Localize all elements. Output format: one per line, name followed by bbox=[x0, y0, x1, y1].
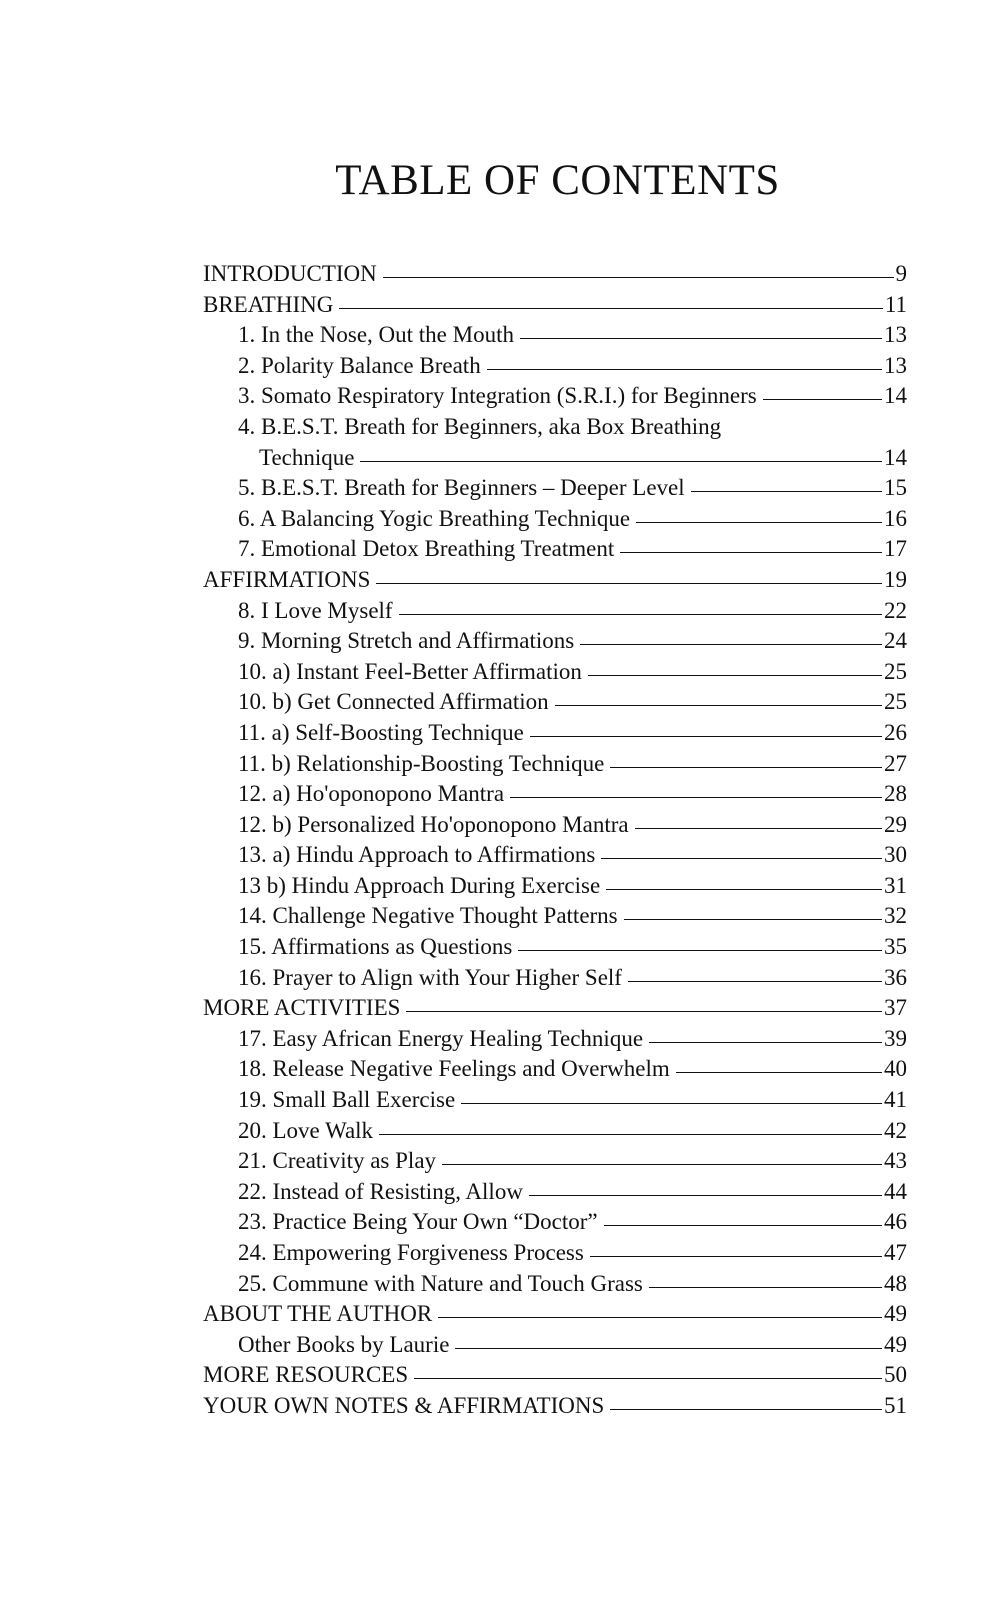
dot-leader bbox=[438, 1317, 882, 1318]
dot-leader bbox=[518, 950, 882, 951]
toc-page-number: 13 bbox=[884, 322, 907, 348]
toc-entry-title: 18. Release Negative Feelings and Overwhelm bbox=[238, 1056, 670, 1082]
toc-entry-title: 4. B.E.S.T. Breath for Beginners, aka Box Breathing bbox=[238, 413, 722, 439]
dot-leader bbox=[529, 1195, 882, 1196]
toc-entry-title: 21. Creativity as Play bbox=[238, 1148, 437, 1174]
dot-leader bbox=[399, 614, 882, 615]
toc-page-number: 14 bbox=[884, 383, 907, 409]
dot-leader bbox=[691, 491, 882, 492]
toc-entry[interactable] bbox=[203, 626, 907, 657]
dot-leader bbox=[383, 277, 894, 278]
dot-leader bbox=[604, 1225, 882, 1226]
toc-entry-title: Technique bbox=[259, 444, 355, 470]
toc-entry[interactable] bbox=[203, 1299, 907, 1330]
dot-leader bbox=[601, 858, 882, 859]
toc-entry-title: AFFIRMATIONS bbox=[203, 566, 371, 592]
toc-entry-title: 12. b) Personalized Ho'oponopono Mantra bbox=[238, 811, 629, 837]
toc-entry-title: ABOUT THE AUTHOR bbox=[203, 1301, 433, 1327]
dot-leader bbox=[406, 1011, 882, 1012]
toc-page-number: 25 bbox=[884, 689, 907, 715]
dot-leader bbox=[530, 736, 882, 737]
toc-page-number: 49 bbox=[884, 1331, 907, 1357]
toc-entry-title: 13 b) Hindu Approach During Exercise bbox=[238, 872, 601, 898]
toc-entry[interactable] bbox=[203, 504, 907, 535]
toc-entry-title: 6. A Balancing Yogic Breathing Technique bbox=[238, 505, 631, 531]
toc-entry[interactable] bbox=[203, 1116, 907, 1147]
toc-page-number: 19 bbox=[884, 566, 907, 592]
toc-entry-title: 3. Somato Respiratory Integration (S.R.I.) for Beginners bbox=[238, 383, 757, 409]
toc-entry[interactable] bbox=[203, 351, 907, 382]
toc-entry[interactable] bbox=[203, 963, 907, 994]
toc-page-number: 44 bbox=[884, 1178, 907, 1204]
toc-page-number: 41 bbox=[884, 1087, 907, 1113]
toc-entry[interactable] bbox=[203, 1391, 907, 1422]
toc-entry-title: 10. a) Instant Feel-Better Affirmation bbox=[238, 658, 582, 684]
toc-entry-title: YOUR OWN NOTES & AFFIRMATIONS bbox=[203, 1392, 605, 1418]
toc-entry[interactable] bbox=[203, 687, 907, 718]
toc-page-number: 17 bbox=[884, 536, 907, 562]
dot-leader bbox=[649, 1042, 882, 1043]
toc-entry-title: MORE ACTIVITIES bbox=[203, 995, 401, 1021]
toc-entry[interactable] bbox=[203, 412, 907, 443]
toc-entry-title: 7. Emotional Detox Breathing Treatment bbox=[238, 536, 615, 562]
toc-page-number: 22 bbox=[884, 597, 907, 623]
toc-page-number: 36 bbox=[884, 964, 907, 990]
toc-page-number: 24 bbox=[884, 628, 907, 654]
toc-entry[interactable] bbox=[203, 1330, 907, 1361]
toc-entry-title: Other Books by Laurie bbox=[238, 1331, 450, 1357]
toc-entry-title: 8. I Love Myself bbox=[238, 597, 393, 623]
toc-entry[interactable] bbox=[203, 1207, 907, 1238]
toc-page-number: 35 bbox=[884, 934, 907, 960]
toc-entry[interactable] bbox=[203, 1085, 907, 1116]
toc-page-number: 27 bbox=[884, 750, 907, 776]
toc-page-number: 40 bbox=[884, 1056, 907, 1082]
toc-entry[interactable] bbox=[203, 290, 907, 321]
toc-entry[interactable] bbox=[203, 534, 907, 565]
toc-page-number: 46 bbox=[884, 1209, 907, 1235]
toc-page-number: 25 bbox=[884, 658, 907, 684]
toc-page-number: 31 bbox=[884, 872, 907, 898]
toc-entry[interactable] bbox=[203, 871, 907, 902]
toc-entry[interactable] bbox=[203, 993, 907, 1024]
toc-page-number: 39 bbox=[884, 1025, 907, 1051]
toc-page-number: 37 bbox=[884, 995, 907, 1021]
toc-entry[interactable] bbox=[203, 1177, 907, 1208]
toc-entry[interactable] bbox=[203, 1054, 907, 1085]
toc-entry[interactable] bbox=[203, 443, 907, 474]
dot-leader bbox=[606, 889, 882, 890]
toc-entry-title: 24. Empowering Forgiveness Process bbox=[238, 1240, 584, 1265]
toc-page-number: 47 bbox=[884, 1240, 907, 1265]
dot-leader bbox=[635, 828, 882, 829]
toc-page-number: 26 bbox=[884, 719, 907, 745]
dot-leader bbox=[555, 705, 882, 706]
toc-entry[interactable] bbox=[203, 1146, 907, 1177]
dot-leader bbox=[590, 1256, 882, 1257]
toc-entry[interactable] bbox=[203, 932, 907, 963]
dot-leader bbox=[763, 399, 882, 400]
dot-leader bbox=[379, 1134, 882, 1135]
dot-leader bbox=[339, 308, 883, 309]
toc-page-number: 14 bbox=[884, 444, 907, 470]
toc-entry[interactable] bbox=[203, 1360, 907, 1391]
toc-entry-title: 1. In the Nose, Out the Mouth bbox=[238, 322, 514, 348]
toc-entry-title: 25. Commune with Nature and Touch Grass bbox=[238, 1270, 643, 1296]
toc-entry-title: 11. b) Relationship-Boosting Technique bbox=[238, 750, 605, 776]
toc-page-number: 11 bbox=[884, 291, 907, 317]
toc-entry-title: 10. b) Get Connected Affirmation bbox=[238, 689, 549, 715]
toc-entry-title: 17. Easy African Energy Healing Technique bbox=[238, 1025, 644, 1051]
toc-entry-title: BREATHING bbox=[203, 291, 334, 317]
toc-entry-title: 20. Love Walk bbox=[238, 1117, 374, 1143]
dot-leader bbox=[624, 919, 882, 920]
toc-entry[interactable] bbox=[203, 1024, 907, 1055]
toc-page-number: 9 bbox=[895, 261, 907, 286]
toc-entry-title: 16. Prayer to Align with Your Higher Self bbox=[238, 964, 622, 990]
toc-entry-title: 22. Instead of Resisting, Allow bbox=[238, 1178, 523, 1204]
toc-entry[interactable] bbox=[203, 381, 907, 412]
toc-entry-title: 5. B.E.S.T. Breath for Beginners – Deeper Level bbox=[238, 475, 685, 501]
dot-leader bbox=[610, 767, 882, 768]
toc-page-number: 15 bbox=[884, 475, 907, 501]
dot-leader bbox=[360, 461, 882, 462]
toc-entry-title: 14. Challenge Negative Thought Patterns bbox=[238, 903, 618, 929]
toc-entry[interactable] bbox=[203, 840, 907, 871]
dot-leader bbox=[510, 797, 882, 798]
toc-entry[interactable] bbox=[203, 259, 907, 290]
toc-entry-title: 23. Practice Being Your Own “Doctor” bbox=[238, 1209, 598, 1235]
toc-page-number: 49 bbox=[884, 1301, 907, 1327]
toc-page-number: 16 bbox=[884, 505, 907, 531]
dot-leader bbox=[455, 1348, 882, 1349]
toc-page-number: 29 bbox=[884, 811, 907, 837]
toc-entry[interactable] bbox=[203, 596, 907, 627]
toc-entry[interactable] bbox=[203, 320, 907, 351]
toc-entry[interactable] bbox=[203, 810, 907, 841]
toc-entry-title: 13. a) Hindu Approach to Affirmations bbox=[238, 842, 596, 868]
toc-page-number: 13 bbox=[884, 352, 907, 378]
toc-entry-title: 2. Polarity Balance Breath bbox=[238, 352, 481, 378]
toc-page-number: 28 bbox=[884, 781, 907, 807]
toc-entry[interactable] bbox=[203, 779, 907, 810]
toc-entry-title: 15. Affirmations as Questions bbox=[238, 934, 513, 960]
toc-entry[interactable] bbox=[203, 1269, 907, 1300]
dot-leader bbox=[649, 1287, 882, 1288]
toc-page-number: 43 bbox=[884, 1148, 907, 1174]
dot-leader bbox=[580, 644, 882, 645]
dot-leader bbox=[676, 1072, 882, 1073]
dot-leader bbox=[610, 1409, 882, 1410]
table-of-contents bbox=[203, 259, 907, 1422]
toc-entry-title: 9. Morning Stretch and Affirmations bbox=[238, 628, 575, 654]
dot-leader bbox=[487, 369, 882, 370]
dot-leader bbox=[442, 1164, 882, 1165]
toc-entry[interactable] bbox=[203, 749, 907, 780]
dot-leader bbox=[588, 675, 882, 676]
toc-page-number: 50 bbox=[884, 1362, 907, 1388]
toc-entry[interactable] bbox=[203, 1238, 907, 1269]
toc-page-number: 42 bbox=[884, 1117, 907, 1143]
toc-entry-title: 12. a) Ho'oponopono Mantra bbox=[238, 781, 505, 807]
toc-entry[interactable] bbox=[203, 473, 907, 504]
dot-leader bbox=[414, 1378, 882, 1379]
toc-page-number: 30 bbox=[884, 842, 907, 868]
dot-leader bbox=[520, 338, 882, 339]
toc-entry-title: 19. Small Ball Exercise bbox=[238, 1087, 456, 1113]
dot-leader bbox=[376, 583, 882, 584]
dot-leader bbox=[628, 981, 882, 982]
toc-page-number: 48 bbox=[884, 1270, 907, 1296]
dot-leader bbox=[620, 552, 882, 553]
toc-entry-title: INTRODUCTION bbox=[203, 261, 377, 286]
toc-entry[interactable] bbox=[203, 901, 907, 932]
page-title: TABLE OF CONTENTS bbox=[335, 157, 780, 204]
toc-entry[interactable] bbox=[203, 657, 907, 688]
toc-entry-title: 11. a) Self-Boosting Technique bbox=[238, 719, 524, 745]
dot-leader bbox=[636, 522, 882, 523]
toc-page-number: 51 bbox=[884, 1392, 907, 1418]
toc-entry[interactable] bbox=[203, 718, 907, 749]
toc-page-number: 32 bbox=[884, 903, 907, 929]
toc-entry-title: MORE RESOURCES bbox=[203, 1362, 409, 1388]
dot-leader bbox=[461, 1103, 882, 1104]
toc-entry[interactable] bbox=[203, 565, 907, 596]
